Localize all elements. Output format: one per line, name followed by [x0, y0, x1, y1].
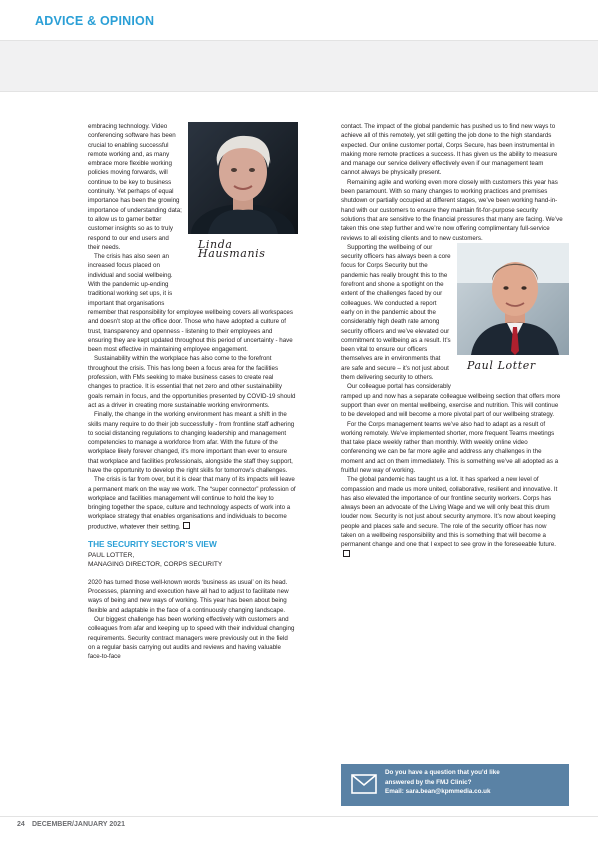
envelope-icon — [351, 774, 377, 794]
article-column-left — [88, 122, 296, 662]
paul-signature: Paul Lotter — [467, 358, 536, 372]
paul-lotter-photo — [457, 243, 569, 355]
article-column-right — [341, 122, 563, 559]
col1-paragraph-2: The crisis has also seen an increased focus placed on individual and social wellbeing. With the pandemic up-ending traditional working set ups, it is important that organisations remember that responsibility for employee wellbeing covers all workspaces and doesn’t stop at the office door. Those who have adopted a culture of trust, transparency and openness - listening to their employees and ensuring they are kept updated throughout this period of uncertainty - have been most effective in maintaining employee engagement. — [88, 253, 293, 354]
side-role: MANAGING DIRECTOR, CORPS SECURITY — [88, 561, 223, 569]
side-byline — [88, 551, 296, 570]
col1-paragraph-5-text: The crisis is far from over, but it is clear that many of its impacts will leave a permanent mark on the way we work. The “super connector” profession of workplace and facilities management will continue to hold the key to bringing together the space, culture and technology aspects of work into a workplace strategy that enables organisations and individuals to become productive, whatever their setting. — [88, 476, 296, 531]
linda-signature: Linda Hausmanis — [198, 238, 266, 261]
linda-portrait-figure — [188, 122, 298, 298]
callout-text — [385, 768, 565, 797]
col2-paragraph-2: Remaining agile and working even more closely with customers this year has been paramount. With so many changes to working practices and premises shutdown or partially occupied at different stages, we’ve been working hand-in-hand with our customers to ensure they maintain fit-for-purpose security solutions that are sensitive to the financial pressures that many are facing. We’ve taken this one step further and we’re now offering complimentary full-service reviews to all existing clients and to new customers. — [341, 178, 563, 242]
paul-signature-box — [457, 355, 569, 383]
col2-paragraph-1: contact. The impact of the global pandemic has pushed us to find new ways to achieve all of this remotely, yet still getting the job done to the high standards expected. Our online customer portal, Corps Secure, has been instrumental in making more remote practices a success. It has given us the ability to measure and manage our service delivery effectively even if our management team cannot always be physically present. — [341, 123, 558, 177]
end-of-article-icon — [343, 550, 350, 557]
col2-paragraph-6-text: The global pandemic has taught us a lot. It has sparked a new level of compassion and made us more united, collaborative, resilient and innovative. It has also elevated the importance of our frontline security workers. Corps has always been an advocate of the Living Wage and we will only beat this drum louder now. Security is not just about security anymore. It’s now about keeping people and places safe and secure. The role of the security officer has now taken on a wellbeing responsibility and this is something that will become a permanent change and one that I expect to see grow in the foreseeable future. — [341, 476, 558, 549]
linda-hausmanis-photo — [188, 122, 298, 234]
callout-email[interactable]: Email: sara.bean@kpmmedia.co.uk — [385, 788, 491, 796]
page-header — [0, 0, 598, 34]
end-of-article-icon — [183, 522, 190, 529]
col1-paragraph-4: Finally, the change in the working environment has meant a shift in the skills many require to do their job successfully - from frontline staff adhering to social distancing regulations to changing leadership and management competencies to manage a workforce from afar. With the future of the workplace likely forever changed, it’s more important than ever to ensure that workplace and facilities professionals, alongside the staff they support, have the opportunity to develop the right skills for tomorrow’s challenges. — [88, 411, 295, 474]
col1-paragraph-1: embracing technology. Video conferencing software has been crucial to enabling successful remote working and, as many embrace more flexible working policies moving forwards, will continue to be key to business continuity. Yet perhaps of equal importance has been the growing importance of understanding data; to allow us to garner better customer insights so as to truly respond to our end users and their needs. — [88, 123, 182, 251]
col2-paragraph-4: Our colleague portal has considerably ramped up and now has a separate colleague wellbeing section that offers more support than ever on mental wellbeing, exercise and nutrition. This will continue to be developed and will become a more pivotal part of our wellbeing strategy. — [341, 383, 561, 419]
page-footer — [0, 816, 598, 845]
paul-portrait-figure — [457, 243, 569, 385]
col2-paragraph-3: Supporting the wellbeing of our security officers has always been a core focus for Corps Security but the pandemic has really brought this to the forefront and shone a spotlight on the extent of the challenges faced by our colleagues. We conducted a report early on in the pandemic about the considerably high death rate among security officers and we’ve elevated our commitment to wellbeing as a result. It’s been vital to ensure our officers themselves are in environments that are safe and secure – it’s not just about them delivering security to others. — [341, 243, 451, 382]
side-author: PAUL LOTTER, — [88, 551, 135, 559]
col2-paragraph-6 — [341, 475, 563, 559]
header-band — [0, 40, 598, 92]
issue-date: DECEMBER/JANUARY 2021 — [32, 821, 125, 828]
col1-paragraph-6: 2020 has turned those well-known words ‘business as usual’ on its head. Processes, planning and execution have all had to adjust to facilitate new ways of being and new ways of working. This year has been about being flexible and adaptable in the face of a continuously changing landscape. — [88, 578, 289, 614]
fmj-clinic-callout — [341, 764, 569, 806]
side-heading: THE SECURITY SECTOR’S VIEW — [88, 538, 217, 549]
col1-paragraph-7: Our biggest challenge has been working effectively with customers and colleagues from afar and keeping up to speed with their individual changing requirements. Security contract managers were previously out in the field on a regular basis carrying out audits and reviews and having valuable face-to-face — [88, 616, 295, 661]
footer-divider — [0, 816, 598, 817]
linda-signature-box — [188, 234, 298, 262]
col1-paragraph-5 — [88, 475, 296, 531]
callout-line-1: Do you have a question that you’d like — [385, 769, 500, 776]
callout-line-2: answered by the FMJ Clinic? — [385, 778, 472, 786]
col1-paragraph-3: Sustainability within the workplace has also come to the forefront throughout the crisis. This has long been a focus area for the facilities profession, with FMs seeking to make business cases to create real changes to practice. It is essential that net zero and other sustainability goals remain in focus, and the opportunities presented by COVID-19 should act as a driver in creating more sustainable working environments. — [88, 355, 296, 409]
col2-paragraph-5: For the Corps management teams we’ve also had to adapt as a result of working remotely. We’ve implemented shorter, more frequent Teams meetings that take place weekly rather than monthly. With weekly online video conferencing we can be far more agile and address any challenges in the moment and act on them immediately. This is something we’ve all adopted as a fruitful new way of working. — [341, 420, 559, 474]
page-number: 24 — [17, 821, 25, 828]
section-title: ADVICE & OPINION — [35, 14, 155, 28]
